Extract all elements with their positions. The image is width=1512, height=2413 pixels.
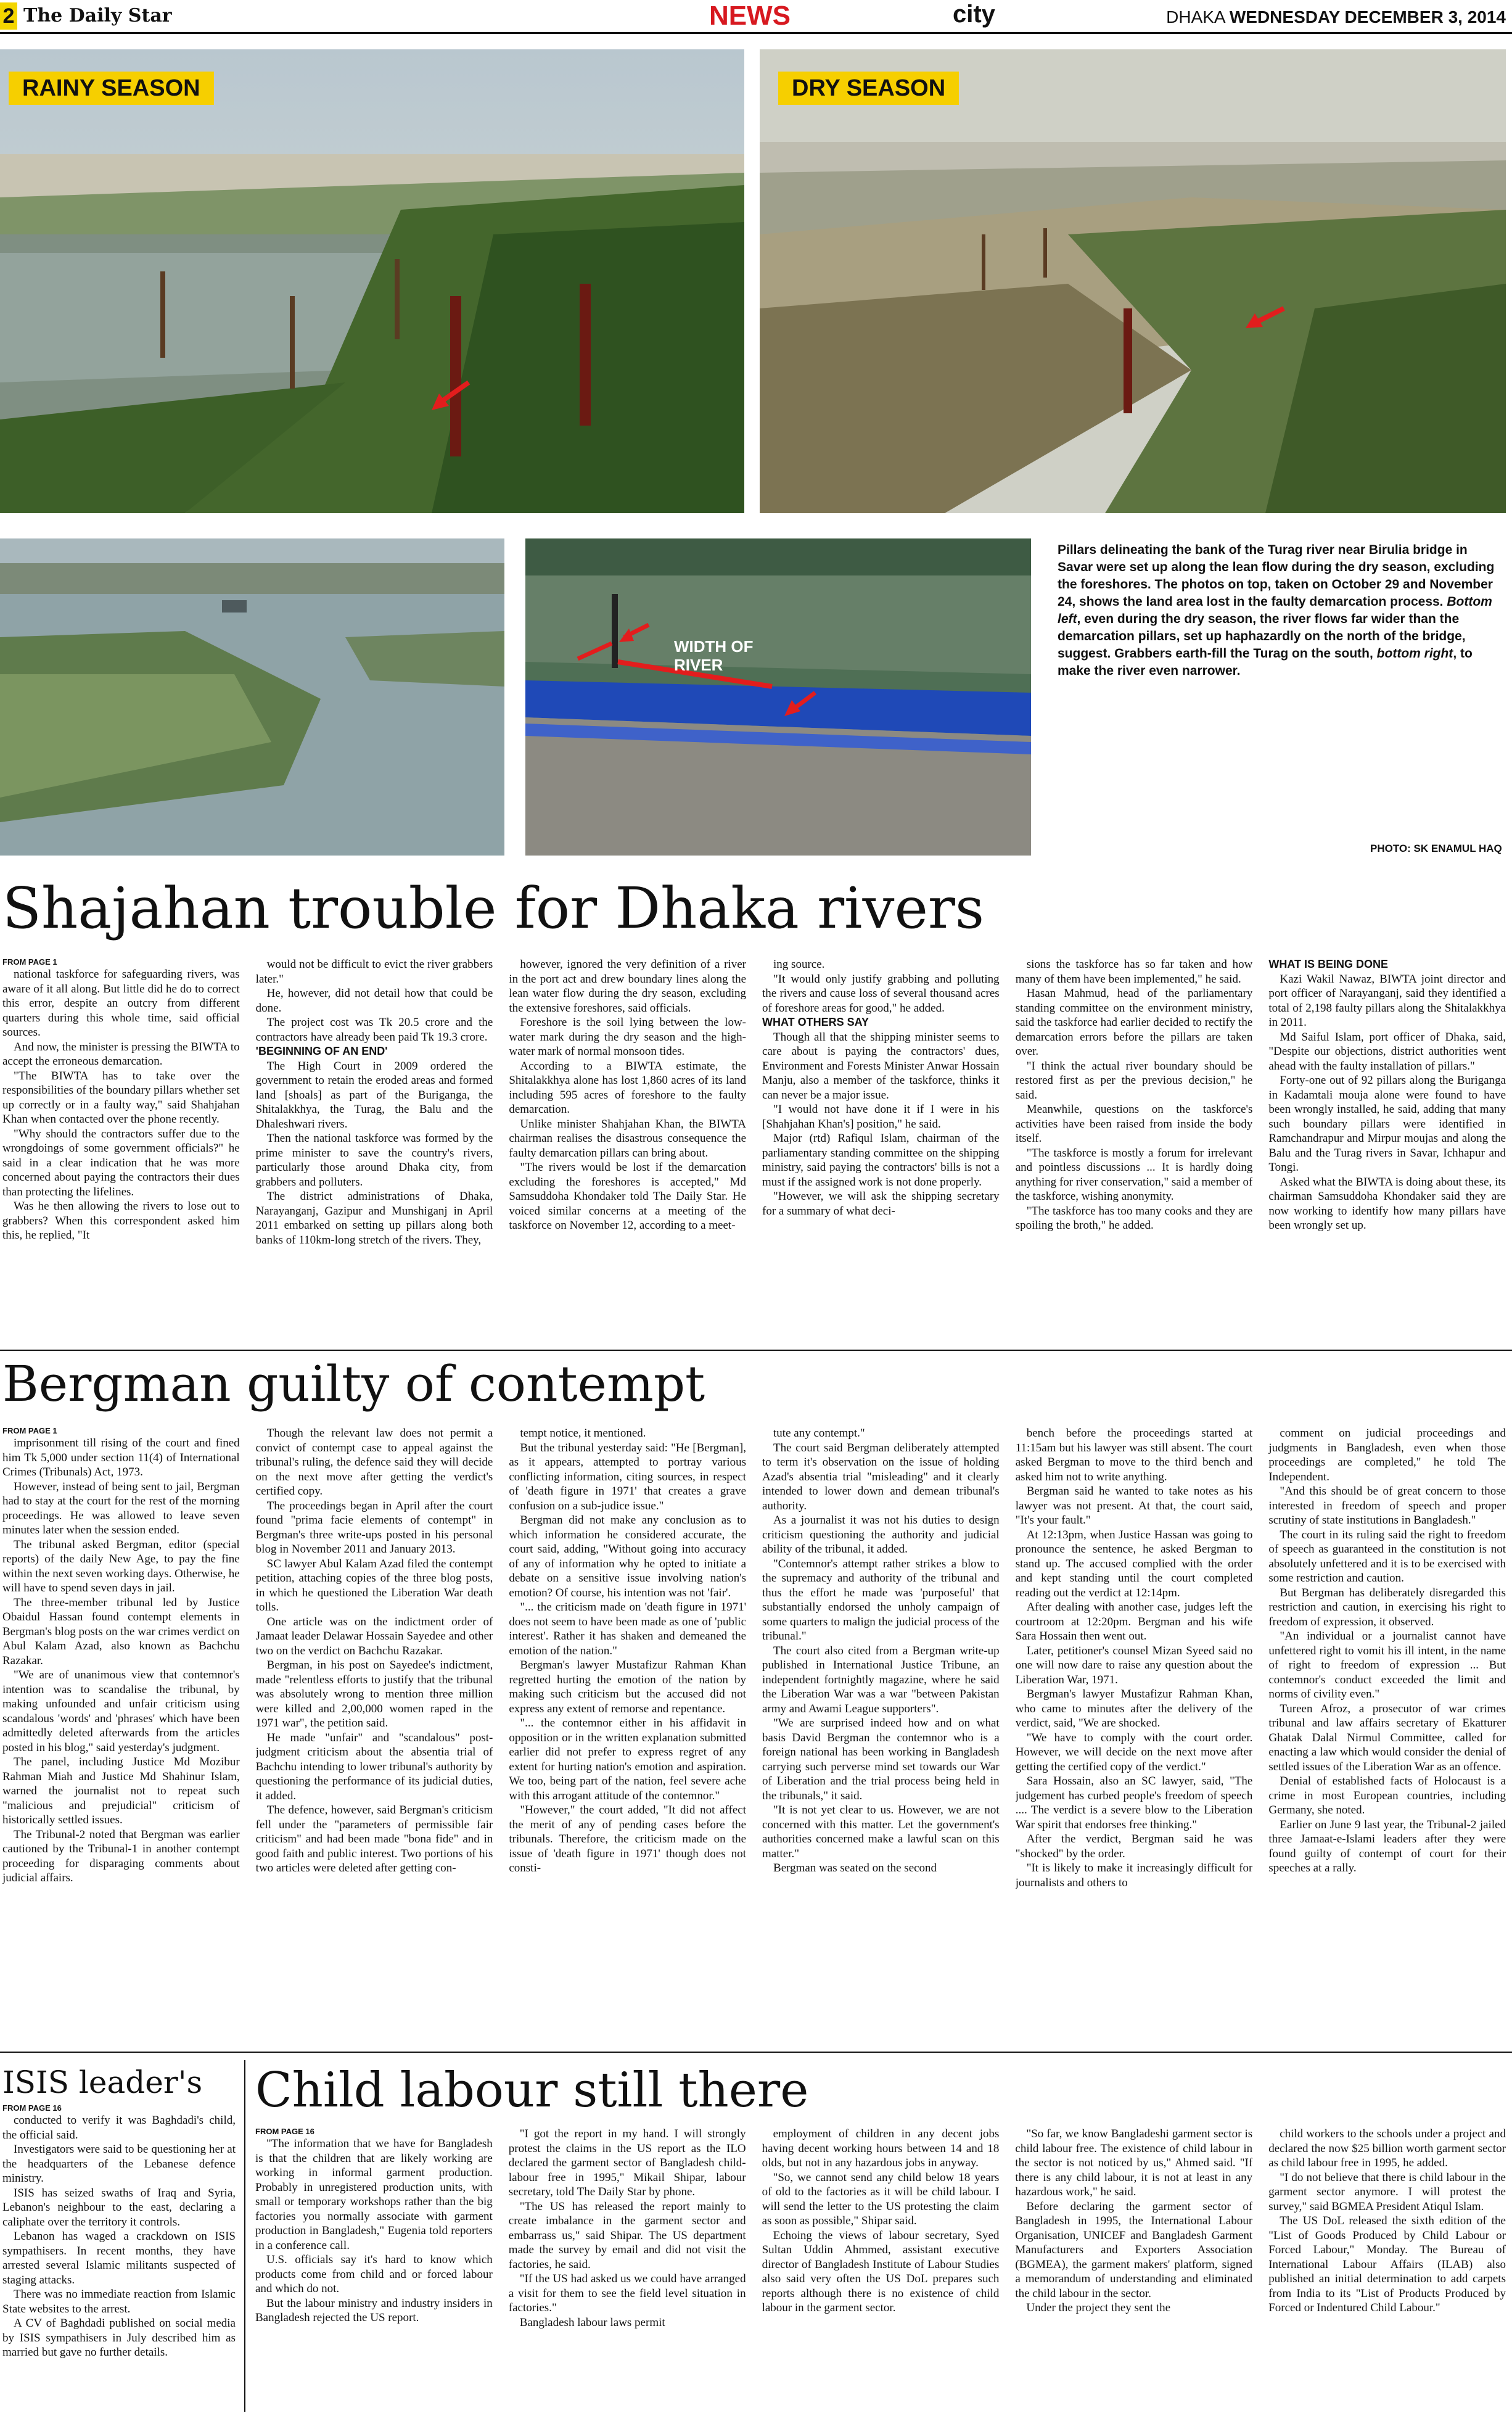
paragraph: And now, the minister is pressing the BIWTA to accept the erroneous demarcation.	[2, 1040, 240, 1068]
paragraph: "I do not believe that there is child labour in the garment sector anymore. I will protest the survey," said BGMEA President Atiqul Islam.	[1268, 2171, 1506, 2213]
paragraph: ing source.	[773, 958, 825, 971]
paragraph: "An individual or a journalist cannot have unfettered right to vomit his ill intent, in the name of right to freedom of expression ... But contemnor's conduct exceeded the limit and norms of civility even."	[1268, 1630, 1506, 1701]
paragraph: Lebanon has waged a crackdown on ISIS sympathisers. In recent months, they have arrested several Islamic militants suspected of staging attacks.	[2, 2230, 236, 2287]
paragraph: Bergman was seated on the second	[773, 1862, 937, 1875]
paragraph: Bergman said he wanted to take notes as his lawyer was not present. At that, the court said, "It's your fault."	[1015, 1485, 1253, 1527]
paragraph: "So far, we know Bangladeshi garment sector is child labour free. The existence of child labour in the sector is not noticed by us," Ahmed said. "If there is any child labour, it is not at least in any hazardous work," he said.	[1015, 2127, 1253, 2198]
paragraph: He made "unfair" and "scandalous" post-judgment criticism about the absentia trial of Bachchu intending to lower tribunal's authority by questioning the performance of its judicial duties, it added.	[255, 1731, 493, 1802]
paragraph: "I think the actual river boundary should be restored first as per the previous decision," he said.	[1015, 1059, 1253, 1102]
paragraph: "The taskforce has too many cooks and they are spoiling the broth," he added.	[1015, 1204, 1253, 1232]
paragraph: "The information that we have for Bangladesh is that the children that are likely working are working in informal garment production. Probably in unregistered production units, with small or temporary workshops rather than the big factories you normally associate with garment production in Bangladesh," Eugenia told reporters in a conference call.	[255, 2137, 493, 2252]
photo-rainy-season	[0, 49, 744, 513]
story-column	[256, 1426, 493, 2044]
photo-river-width	[525, 538, 1031, 856]
story-column: FROM PAGE 16 "The information that we have for Bangladesh is that the children that are likely working are working in informal garment production. Probably in unregistered production units, with small or temporary workshops rather than the big factories you normally associate with garment production in Bangladesh," Eugenia told reporters in a conference call. U.S. officials say it's hard to know which products come from child and or forced labour and which do not. But the labour ministry and industry insiders in Bangladesh rejected the US report.	[255, 2127, 493, 2324]
paragraph: Bergman's lawyer Mustafizur Rahman Khan, who came to minutes after the delivery of the verdict, said, "We are shocked.	[1015, 1688, 1253, 1730]
paragraph: "We are of unanimous view that contemnor's intention was to scandalise the tribunal, by making unfounded and unfair criticism using scandalous 'words' and 'phrases' which have been admittedly deleted afterwards from the articles posted in his blog," said yesterday's judgment.	[2, 1668, 240, 1754]
paragraph: "So, we cannot send any child below 18 years of old to the factories as it will be child labour. I will send the letter to the US protesting the claim as soon as possible," Shipar said.	[762, 2171, 1000, 2227]
story-rivers-body	[2, 957, 1506, 1341]
column-rule	[244, 2060, 245, 2412]
paragraph: As a journalist it was not his duties to design criticism questioning the authority and judicial ability of the tribunal, it added.	[762, 1514, 1000, 1556]
story-column	[1016, 957, 1253, 1341]
paragraph: The project cost was Tk 20.5 crore and the contractors have already been paid Tk 19.3 crore.	[255, 1016, 493, 1044]
paragraph: Meanwhile, questions on the taskforce's activities have been raised from inside the body itself.	[1015, 1103, 1253, 1145]
section-label: NEWS	[709, 1, 791, 31]
photo-dry-season	[760, 49, 1506, 513]
subsection-label: city	[953, 1, 995, 28]
paragraph: Major (rtd) Rafiqul Islam, chairman of the parliamentary standing committee on the shipping ministry, said paying the contractors' bills is not a must if the assigned work is not done properly.	[762, 1132, 1000, 1189]
paragraph: After dealing with another case, judges left the courtroom at 12:20pm. Bergman and his wife Sara Hossain then went out.	[1015, 1601, 1253, 1643]
section-rule	[0, 1350, 1512, 1351]
paragraph: Was he then allowing the rivers to lose out to grabbers? When this correspondent asked him this, he replied, "It	[2, 1200, 240, 1242]
paragraph: But the tribunal yesterday said: "He [Bergman], as it appears, attempted to portray various conflicting information, citing sources, in respect of 'death figure in 1971' that creates a grave confusion on a sub-judice issue."	[509, 1441, 747, 1512]
paragraph: Investigators were said to be questioning her at the headquarters of the Lebanese defence ministry.	[2, 2143, 236, 2185]
paragraph: "We have to comply with the court order. However, we will decide on the next move after getting the certified copy of the verdict."	[1015, 1731, 1253, 1773]
paragraph: The proceedings began in April after the court found "prima facie elements of contempt" in Bergman's three write-ups posted in his personal blog in November 2011 and January 2013.	[255, 1499, 493, 1556]
paragraph: ISIS has seized swaths of Iraq and Syria, Lebanon's neighbour to the east, declaring a caliphate over the territory it controls.	[2, 2186, 236, 2229]
paragraph: The Tribunal-2 noted that Bergman was earlier cautioned by the Tribunal-1 in another contempt proceeding for disparaging comments about judicial affairs.	[2, 1828, 240, 1884]
paragraph: Tureen Afroz, a prosecutor of war crimes tribunal and law affairs secretary of Ekatturer Ghatak Dalal Nirmul Committee, called for enacting a law which would consider the denial of settled issues of the Liberation War as an offence.	[1268, 1702, 1506, 1773]
paragraph: Forty-one out of 92 pillars along the Buriganga in Kadamtali mouja alone were found to have been wrongly installed, he said, adding that many such boundary pillars were identified in Ramchandrapur and Mirpur moujas and along the Balu and the Turag rivers in Savar, Ichhapur and Tongi.	[1268, 1074, 1506, 1174]
story-column	[509, 2127, 746, 2412]
story-column	[762, 2127, 1000, 2412]
paragraph: Though all that the shipping minister seems to care about is paying the contractors' dues, Environment and Forests Minister Anwar Hossain Manju, also a member of the taskforce, thinks it can never be a major issue.	[762, 1030, 1000, 1102]
paragraph: Foreshore is the soil lying between the low-water mark during the dry season and the high-water mark of normal monsoon tides.	[509, 1016, 747, 1058]
paragraph: The High Court in 2009 ordered the government to retain the eroded areas and formed land [shoals] as part of the Buriganga, the Shitalakkhya, the Turag, the Balu and the Dhaleshwari rivers.	[255, 1059, 493, 1131]
story-column: FROM PAGE 16 conducted to verify it was Baghdadi's child, the official said. Investigators were said to be questioning her at the headquarters of the Lebanese defence ministry. ISIS has seized swaths of Iraq and Syria, Lebanon's neighbour to the east, declaring a caliphate over the territory it controls. Lebanon has waged a crackdown on ISIS sympathisers. In recent months, they have arrested several Islamic militants suspected of staging attacks. There was no immediate reaction from Islamic State websites to the arrest. A CV of Baghdadi published on social media by ISIS sympathisers in July described him as married but gave no further details.	[2, 2103, 236, 2359]
paragraph: The tribunal asked Bergman, editor (special reports) of the daily New Age, to pay the fine within the next seven working days. Otherwise, he will have to spend seven days in jail.	[2, 1538, 240, 1594]
paragraph: Later, petitioner's counsel Mizan Syeed said no one will now dare to raise any question about the Liberation War, 1971.	[1015, 1644, 1253, 1686]
paragraph: He, however, did not detail how that could be done.	[255, 987, 493, 1015]
header-rule	[0, 32, 1512, 34]
story-column: FROM PAGE 1 national taskforce for safeguarding rivers, was aware of it all along. But little did he do to correct this error, despite an outcry from different quarters during this whole time, said official sources. And now, the minister is pressing the BIWTA to accept the erroneous demarcation. "The BIWTA has to take over the responsibilities of the boundary pillars whether set up correctly or in a faulty way," said Shahjahan Khan when contacted over the phone recently. "Why should the contractors suffer due to the wrongdoings of some government officials?" he said in a clear indication that he was more concerned about paying the contractors their dues than protecting the lifelines. Was he then allowing the rivers to lose out to grabbers? When this correspondent asked him this, he replied, "It	[2, 957, 240, 1242]
story-column: would not be difficult to evict the river grabbers later." He, however, did not detail how that could be done. The project cost was Tk 20.5 crore and the contractors have already been paid Tk 19.3 crore. 'BEGINNING OF AN END' The High Court in 2009 ordered the government to retain the eroded areas and formed land [shoals] as part of the Buriganga, the Shitalakkhya, the Turag, the Balu and the Dhaleshwari rivers. Then the national taskforce was formed by the prime minister to save the country's rivers, particularly those around Dhaka city, from grabbers and polluters. The district administrations of Dhaka, Narayanganj, Gazipur and Munshiganj in April 2011 embarked on setting up pillars along both banks of 110km-long stretch of the rivers. They,	[255, 958, 493, 1247]
headline-bergman: Bergman guilty of contempt	[2, 1355, 705, 1413]
paragraph: The panel, including Justice Md Mozibur Rahman Miah and Justice Md Shahinur Islam, warned the journalist not to repeat such "malicious and prejudicial" criticism of historically settled issues.	[2, 1755, 240, 1826]
paragraph: The court said Bergman deliberately attempted to term it's observation on the issue of holding Azad's absentia trial "misleading" and it clearly intended to lower down and demean tribunal's authority.	[762, 1441, 1000, 1512]
paragraph: bench before the proceedings started at 11:15am but his lawyer was still absent. The court asked Bergman to move to the third bench and asked him not to write anything.	[1015, 1427, 1253, 1483]
story-column: FROM PAGE 1 imprisonment till rising of the court and fined him Tk 5,000 under section 11(4) of International Crimes (Tribunals) Act, 1973. However, instead of being sent to jail, Bergman had to stay at the court for the rest of the morning proceedings. He was allowed to leave seven minutes later when the session ended. The tribunal asked Bergman, editor (special reports) of the daily New Age, to pay the fine within the next seven working days. Otherwise, he will have to spend seven days in jail. The three-member tribunal led by Justice Obaidul Hassan found contempt elements in Bergman's blog posts on the war crimes verdict on Abul Kalam Azad, also known as Bachchu Razakar. "We are of unanimous view that contemnor's intention was to scandalise the tribunal, by making unfounded and unfair criticism using scandalous 'words' and 'phrases' which have been admittedly deleted afterwards from the articles posted in his blog," said yesterday's judgment. The panel, including Justice Md Mozibur Rahman Miah and Justice Md Shahinur Islam, warned the journalist not to repeat such "malicious and prejudicial" criticism of historically settled issues. The Tribunal-2 noted that Bergman was earlier cautioned by the Tribunal-1 in another contempt proceeding for disparaging comments about judicial affairs.	[2, 1426, 240, 1884]
story-column	[509, 1426, 746, 2044]
paragraph: "I would not have done it if I were in his [Shahjahan Khan's] position," he said.	[762, 1103, 1000, 1131]
paragraph: Though the relevant law does not permit a convict of contempt case to appeal against the tribunal's ruling, the defence said they will decide on the next move after getting the verdict's certified copy.	[255, 1427, 493, 1498]
paragraph: U.S. officials say it's hard to know which products come from child and or forced labour and which do not.	[255, 2253, 493, 2295]
paragraph: Kazi Wakil Nawaz, BIWTA joint director and port officer of Narayanganj, said they identified a total of 2,198 faulty pillars along the Shitalakkhya in 2011.	[1268, 972, 1506, 1029]
paragraph: "The rivers would be lost if the demarcation excluding the foreshores is accepted," Md Samsuddoha Khondaker told The Daily Star. He voiced similar concerns at a meeting of the taskforce on November 12, according to a meet-	[509, 1161, 747, 1232]
paragraph: The court in its ruling said the right to freedom of speech as guaranteed in the constitution is not absolutely unfettered and it is to be exercised with some restriction and caution.	[1268, 1528, 1506, 1585]
paragraph: Bangladesh labour laws permit	[519, 2316, 665, 2329]
paragraph: "And this should be of great concern to those interested in freedom of speech and proper scrutiny of state institutions in Bangladesh."	[1268, 1485, 1506, 1527]
story-column	[509, 957, 746, 1341]
paragraph: conducted to verify it was Baghdadi's child, the official said.	[2, 2114, 236, 2142]
rainy-season-label: RAINY SEASON	[9, 72, 214, 105]
paragraph: Bergman's lawyer Mustafizur Rahman Khan regretted hurting the emotion of the nation by making such criticism but the accused did not express any extent of remorse and repentance.	[509, 1659, 747, 1715]
paragraph: "It is likely to make it increasingly difficult for journalists and others to	[1015, 1862, 1253, 1889]
paragraph: "The BIWTA has to take over the responsibilities of the boundary pillars whether set up correctly or in a faulty way," said Shahjahan Khan when contacted over the phone recently.	[2, 1069, 240, 1126]
paragraph: however, ignored the very definition of a river in the port act and drew boundary lines along the lean water flow during the dry season, excluding the extensive foreshores, said officials.	[509, 958, 747, 1015]
paragraph: There was no immediate reaction from Islamic State websites to the arrest.	[2, 2288, 236, 2316]
paragraph: "... the contemnor either in his affidavit in opposition or in the written explanation submitted earlier did not prefer to express regret of any extent for hurting nation's emotion and aspiration. We too, being part of the nation, feel severe ache with this arrogant attitude of the contemnor."	[509, 1717, 747, 1802]
paragraph: tute any contempt."	[773, 1427, 865, 1440]
paragraph: The US DoL released the sixth edition of the "List of Goods Produced by Child Labour or Forced Labour," Monday. The Bureau of International Labour Affairs (ILAB) also published an initial determination to add carpets from India to its "List of Products Produced by Forced or Indentured Child Labour."	[1268, 2214, 1506, 2314]
masthead-logo: The Daily Star	[23, 5, 172, 27]
story-column	[1016, 1426, 1253, 2044]
paragraph: Earlier on June 9 last year, the Tribunal-2 jailed three Jamaat-e-Islami leaders after they were found guilty of contempt of court for their speeches at a rally.	[1268, 1818, 1506, 1875]
paragraph: After the verdict, Bergman said he was "shocked" by the order.	[1015, 1833, 1253, 1860]
paragraph: The district administrations of Dhaka, Narayanganj, Gazipur and Munshiganj in April 2011 embarked on setting up pillars along both banks of 110km-long stretch of the rivers. They,	[255, 1190, 493, 1247]
paragraph: "The taskforce is mostly a forum for irrelevant and pointless discussions ... It is hardly doing anything for river conservation," said a member of the taskforce, wishing anonymity.	[1015, 1146, 1253, 1203]
paragraph: "Why should the contractors suffer due to the wrongdoings of some government officials?" he said in a clear indication that he was more concerned about paying the contractors their dues than protecting the lifelines.	[2, 1127, 240, 1198]
paragraph: "It is not yet clear to us. However, we are not concerned with this matter. Let the government's authorities concerned make a lawful scan on this matter."	[762, 1804, 1000, 1860]
story-column: ing source. "It would only justify grabbing and polluting the rivers and cause loss of several thousand acres of foreshore areas for good," he added. WHAT OTHERS SAY Though all that the shipping minister seems to care about is paying the contractors' dues, Environment and Forests Minister Anwar Hossain Manju, also a member of the taskforce, thinks it can never be a major issue. "I would not have done it if I were in his [Shahjahan Khan's] position," he said. Major (rtd) Rafiqul Islam, chairman of the parliamentary standing committee on the shipping ministry, said paying the contractors' bills is not a must if the assigned work is not done properly. "However, we will ask the shipping secretary for a summary of what deci-	[762, 958, 1000, 1218]
paragraph: Bergman, in his post on Sayedee's indictment, made "relentless efforts to justify that the tribunal was absolutely wrong to mention three million were killed and 2,00,000 women raped in the 1971 war", the petition said.	[255, 1659, 493, 1730]
paragraph: However, instead of being sent to jail, Bergman had to stay at the court for the rest of the morning proceedings. He was allowed to leave seven minutes later when the session ended.	[2, 1480, 240, 1536]
paragraph: comment on judicial proceedings and judgments in Bangladesh, even when those proceedings are completed," he told The Independent.	[1268, 1427, 1506, 1483]
paragraph: national taskforce for safeguarding rivers, was aware of it all along. But little did he do to correct this error, despite an outcry from different quarters during this whole time, said official sources.	[2, 968, 240, 1039]
paragraph: SC lawyer Abul Kalam Azad filed the contempt petition, attaching copies of the three blog posts, in which he questioned the Liberation War death tolls.	[255, 1557, 493, 1614]
river-width-label: WIDTH OF RIVER	[674, 637, 754, 674]
story-isis-body	[2, 2103, 236, 2412]
paragraph: One article was on the indictment order of Jamaat leader Delawar Hossain Sayedee and other two on the verdict on Bachchu Razakar.	[255, 1615, 493, 1657]
paragraph: Then the national taskforce was formed by the prime minister to save the country's rivers, particularly those around Dhaka city, from grabbers and polluters.	[255, 1132, 493, 1189]
paragraph: "We are surprised indeed how and on what basis David Bergman the contemnor who is a foreign national has been working in Bangladesh carrying such perverse mind set towards our War of Liberation and the trial process being held in the tribunals," it said.	[762, 1717, 1000, 1802]
dry-season-label: DRY SEASON	[778, 72, 959, 105]
paragraph: According to a BIWTA estimate, the Shitalakkhya alone has lost 1,860 acres of its land including 595 acres of foreshore to the faulty demarcation.	[509, 1059, 747, 1116]
paragraph: Bergman did not make any conclusion as to which information he considered accurate, the court said, adding, "Without going into accuracy of any of information why he opted to initiate a debate on a sensitive issue involving nation's emotion? Of course, his intention was not 'fair'.	[509, 1514, 747, 1599]
story-column	[1268, 1426, 1506, 2044]
story-column	[1268, 2127, 1506, 2412]
paragraph: "Contemnor's attempt rather strikes a blow to the supremacy and authority of the tribunal and thus the effort he made was 'purposeful' that substantially endorsed the unholy campaign of some quarters to malign the judicial process of the tribunal."	[762, 1557, 1000, 1643]
paragraph: "However, we will ask the shipping secretary for a summary of what deci-	[762, 1190, 1000, 1218]
story-column: WHAT IS BEING DONE Kazi Wakil Nawaz, BIWTA joint director and port officer of Narayanganj, said they identified a total of 2,198 faulty pillars along the Shitalakkhya in 2011. Md Saiful Islam, port officer of Dhaka, said, "Despite our objections, district authorities went ahead with the faulty installation of pillars." Forty-one out of 92 pillars along the Buriganga in Kadamtali mouja alone were found to have been wrongly installed, he said, adding that many such boundary pillars were identified in Ramchandrapur and Mirpur moujas and along the Balu and the Turag rivers in Savar, Ichhapur and Tongi. Asked what the BIWTA is doing about these, its chairman Samsuddoha Khondaker said they are now working to identify how many pillars have been wrongly set up.	[1268, 958, 1506, 1232]
paragraph: But the labour ministry and industry insiders in Bangladesh rejected the US report.	[255, 2296, 493, 2324]
headline-rivers: Shajahan trouble for Dhaka rivers	[2, 875, 985, 941]
story-child-labour-body	[255, 2127, 1506, 2412]
paragraph: Echoing the views of labour secretary, Syed Sultan Uddin Ahmmed, assistant executive director of Bangladesh Institute of Labour Studies also said very often the US DoL prepares such reports although there is no existence of child labour in the garment sector.	[762, 2229, 1000, 2314]
paragraph: A CV of Baghdadi published on social media by ISIS sympathisers in July described him as married but gave no further details.	[2, 2317, 236, 2359]
headline-isis: ISIS leader's	[2, 2064, 203, 2100]
paragraph: would not be difficult to evict the river grabbers later."	[255, 958, 493, 986]
issue-date: DHAKA WEDNESDAY DECEMBER 3, 2014	[1166, 7, 1506, 27]
paragraph: "The US has released the report mainly to create imbalance in the garment sector and embarrass us," said Shipar. The US department made the survey by email and did not visit the factories, he said.	[508, 2200, 746, 2271]
paragraph: Denial of established facts of Holocaust is a crime in most European countries, including Germany, she noted.	[1268, 1775, 1506, 1817]
paragraph: sions the taskforce has so far taken and how many of them have been implemented," he said.	[1015, 958, 1253, 986]
paragraph: Unlike minister Shahjahan Khan, the BIWTA chairman realises the disastrous consequence the faulty demarcation pillars can bring about.	[509, 1117, 747, 1160]
photo-bottom-left	[0, 538, 504, 856]
story-column	[762, 1426, 1000, 2044]
paragraph: imprisonment till rising of the court and fined him Tk 5,000 under section 11(4) of International Crimes (Tribunals) Act, 1973.	[2, 1437, 240, 1479]
paragraph: "If the US had asked us we could have arranged a visit for them to see the field level situation in factories."	[508, 2272, 746, 2314]
paragraph: At 12:13pm, when Justice Hassan was going to pronounce the sentence, he asked Bergman to stand up. The accused complied with the order and kept standing until the court completed reading out the verdict at 12:14pm.	[1015, 1528, 1253, 1599]
paragraph: "I got the report in my hand. I will strongly protest the claims in the US report as the ILO declared the garment sector of Bangladesh child-labour free in 1995," Mikail Shipar, labour secretary, told The Daily Star by phone.	[508, 2127, 746, 2198]
paragraph: "... the criticism made on 'death figure in 1971' does not seem to have been made as one of 'public interest'. Rather it has shaken and demeaned the emotion of the nation."	[509, 1601, 747, 1657]
paragraph: The court also cited from a Bergman write-up published in International Justice Tribune, an independent fortnightly magazine, where he said the Liberation War was a war "between Pakistan army and Awami League supporters".	[762, 1644, 1000, 1715]
story-bergman-body	[2, 1426, 1506, 2044]
page-number: 2	[0, 2, 17, 30]
paragraph: Hasan Mahmud, head of the parliamentary standing committee on the environment ministry, said the taskforce had earlier decided to rectify the demarcation errors before the pillars are taken over.	[1015, 987, 1253, 1058]
paragraph: Under the project they sent the	[1026, 2301, 1171, 2314]
paragraph: Md Saiful Islam, port officer of Dhaka, said, "Despite our objections, district authorities went ahead with the faulty installation of pillars."	[1268, 1030, 1506, 1073]
paragraph: The three-member tribunal led by Justice Obaidul Hassan found contempt elements in Bergman's blog posts on the war crimes verdict on Abul Kalam Azad, also known as Bachchu Razakar.	[2, 1596, 240, 1667]
paragraph: Sara Hossain, also an SC lawyer, said, "The judgement has curbed people's freedom of speech .... The verdict is a severe blow to the Liberation War spirit that endorses free thinking."	[1015, 1775, 1253, 1831]
paragraph: Before declaring the garment sector of Bangladesh in 1995, the International Labour Organisation, UNICEF and Bangladesh Garment Manufacturers and Exporters Association (BGMEA), the garment makers' platform, signed a memorandum of understanding and eliminated the child labour in the sector.	[1015, 2200, 1253, 2300]
paragraph: But Bergman has deliberately disregarded this restriction and caution, in exercising his right to freedom of expression, it observed.	[1268, 1586, 1506, 1628]
photo-credit: PHOTO: SK ENAMUL HAQ	[1370, 843, 1502, 854]
photo-caption: Pillars delineating the bank of the Turag river near Birulia bridge in Savar were set up along the lean flow during the dry season, excluding the foreshores. The photos on top, taken on October 29 and November 24, shows the land area lost in the faulty demarcation process. Bottom left, even during the dry season, the river flows far wider than the demarcation pillars, set up haphazardly on the north of the bridge, suggest. Grabbers earth-fill the Turag on the south, bottom right, to make the river even narrower.	[1058, 543, 1495, 678]
section-rule	[0, 2052, 1512, 2053]
paragraph: employment of children in any decent jobs having decent working hours between 14 and 18 olds, but not in any hazardous jobs in anyway.	[762, 2127, 1000, 2169]
paragraph: The defence, however, said Bergman's criticism fell under the "parameters of permissible fair criticism" and had been made "bona fide" and in good faith and public interest. Two portions of his two articles were deleted after getting con-	[255, 1804, 493, 1875]
paragraph: "However," the court added, "It did not affect the merit of any of pending cases before the tribunals. Therefore, the criticism made on the issue of 'death figure in 1971' though does not consti-	[509, 1804, 747, 1875]
headline-child-labour: Child labour still there	[255, 2063, 809, 2118]
paragraph: tempt notice, it mentioned.	[520, 1427, 646, 1440]
paragraph: child workers to the schools under a project and declared the now $25 billion worth garment sector as child labour free in 1995, he added.	[1268, 2127, 1506, 2169]
story-column	[1015, 2127, 1252, 2412]
paragraph: "It would only justify grabbing and polluting the rivers and cause loss of several thousand acres of foreshore areas for good," he added.	[762, 972, 1000, 1015]
paragraph: Asked what the BIWTA is doing about these, its chairman Samsuddoha Khondaker said they are now working to identify how many pillars have been wrongly set up.	[1268, 1175, 1506, 1232]
